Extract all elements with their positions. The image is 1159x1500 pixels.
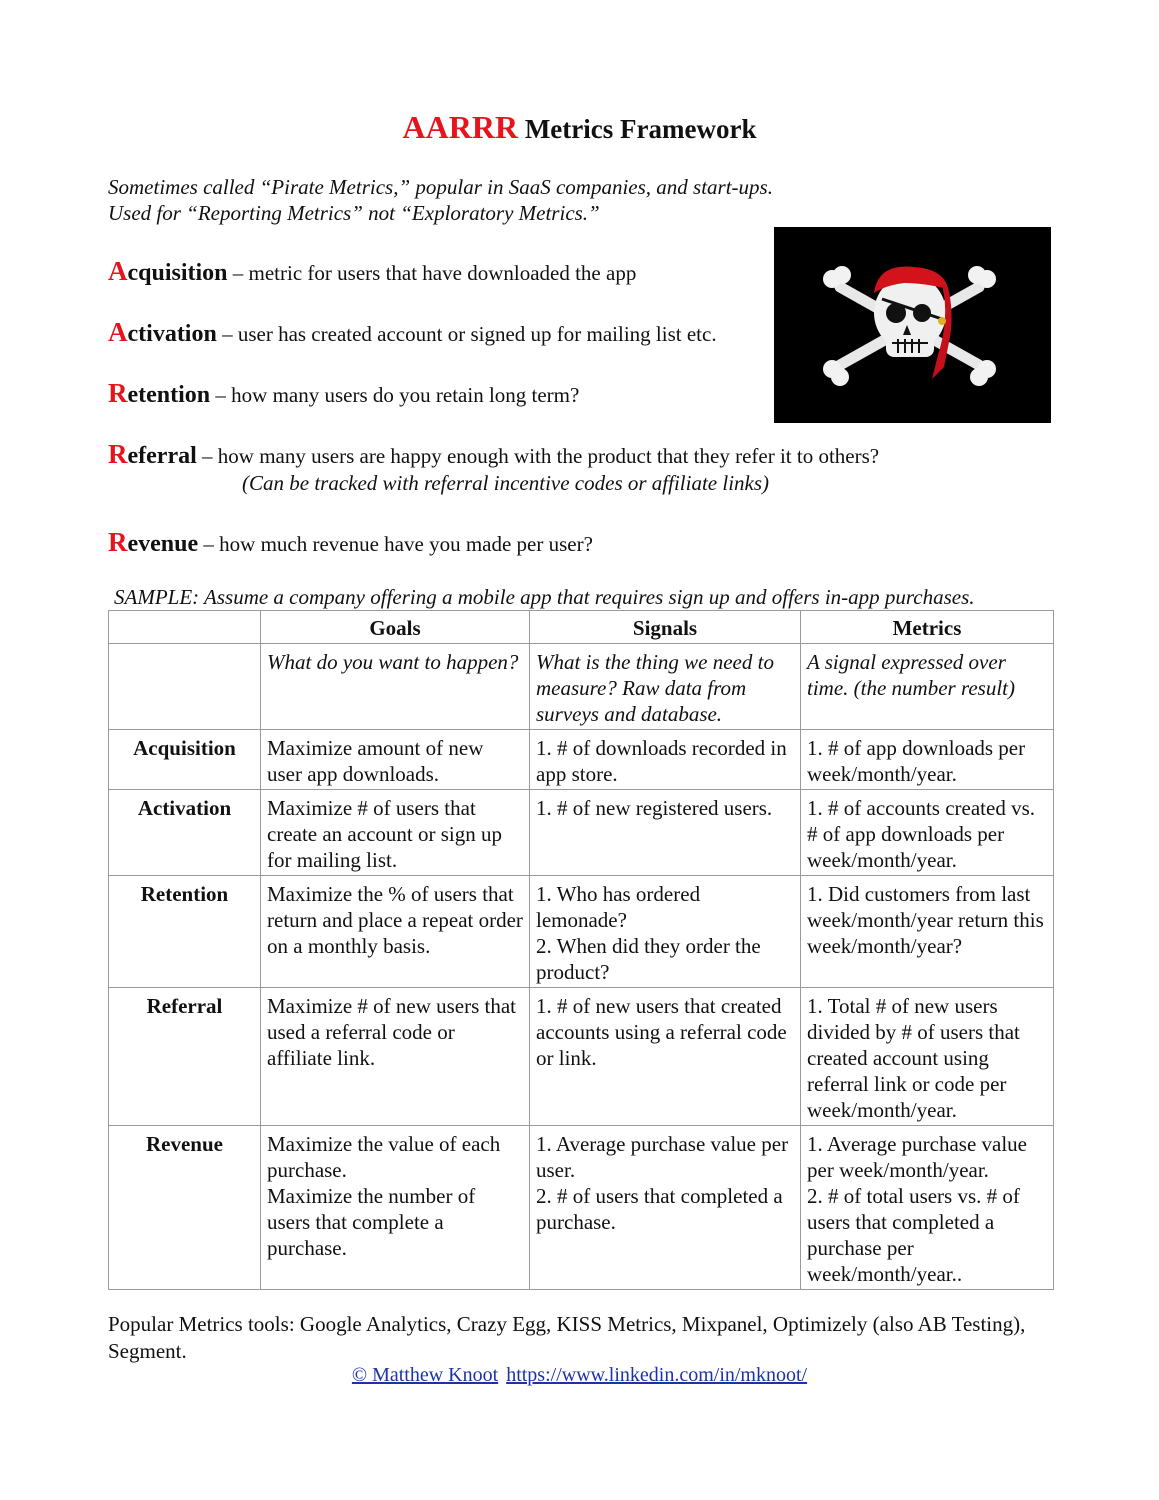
signals-cell [530,730,801,790]
term-retention [108,378,579,409]
goals-cell [261,730,530,790]
referral-note: (Can be tracked with referral incentive codes or affiliate links) [242,471,770,495]
goals-cell [261,1126,530,1290]
term-initial: A [108,317,128,347]
term-initial: R [108,439,128,469]
metrics-cell [801,988,1054,1126]
table-row [109,1126,1054,1290]
cell-line: 1. # of accounts created vs. # of app downloads per week/month/year. [807,796,1035,872]
signals-cell [530,988,801,1126]
subheader-signals: What is the thing we need to measure? Raw data from surveys and database. [530,644,801,730]
credit-line [0,1364,1159,1387]
cell-line: 1. # of downloads recorded in app store. [536,736,787,786]
table-header-row [109,611,1054,644]
cell-line: 2. # of users that completed a purchase. [536,1184,783,1234]
term-acquisition [108,256,636,287]
table-row [109,876,1054,988]
author-link[interactable]: © Matthew Knoot [351,1364,499,1386]
stage-label: Activation [109,790,261,876]
table-row [109,730,1054,790]
subheader-empty [109,644,261,730]
metrics-cell [801,790,1054,876]
linkedin-link[interactable]: https://www.linkedin.com/in/mknoot/ [506,1364,808,1386]
term-revenue [108,527,593,558]
cell-line: 2. # of total users vs. # of users that completed a purchase per week/month/year.. [807,1184,1020,1286]
cell-line: 1. Did customers from last week/month/year return this week/month/year? [807,882,1044,958]
cell-line: 2. When did they order the product? [536,934,761,984]
header-metrics: Metrics [801,611,1054,644]
table-subheader-row [109,644,1054,730]
cell-line: 1. # of app downloads per week/month/year. [807,736,1026,786]
term-desc: – how much revenue have you made per user? [198,532,593,556]
subheader-goals: What do you want to happen? [261,644,530,730]
table-row [109,790,1054,876]
goals-cell [261,876,530,988]
term-referral [108,439,879,470]
goals-cell [261,988,530,1126]
tools-footer: Popular Metrics tools: Google Analytics, Crazy Egg, KISS Metrics, Mixpanel, Optimizely (also AB Testing), Segment. [108,1312,1026,1363]
subheader-metrics: A signal expressed over time. (the number result) [801,644,1054,730]
term-initial: R [108,378,128,408]
term-name: ctivation [127,321,217,347]
cell-line: 1. # of new users that created accounts using a referral code or link. [536,994,787,1070]
term-name: cquisition [127,260,228,286]
term-name: eferral [127,443,197,469]
title-rest: Metrics Framework [524,114,757,144]
term-name: evenue [127,531,199,557]
sample-caption: SAMPLE: Assume a company offering a mobile app that requires sign up and offers in-app purchases. [114,585,975,609]
cell-line: Maximize the % of users that return and place a repeat order on a monthly basis. [267,882,523,958]
intro-line-1: Sometimes called “Pirate Metrics,” popular in SaaS companies, and start-ups. [108,175,773,199]
goals-cell [261,790,530,876]
metrics-cell [801,730,1054,790]
page-title [0,109,1159,146]
table-row [109,988,1054,1126]
signals-cell [530,790,801,876]
cell-line: Maximize amount of new user app downloads. [267,736,484,786]
term-activation [108,317,717,348]
signals-cell [530,1126,801,1290]
term-desc: – how many users do you retain long term? [210,383,580,407]
metrics-table [108,610,1054,1290]
term-desc: – metric for users that have downloaded the app [227,261,637,285]
cell-line: 1. Total # of new users divided by # of users that created account using referral link or code per week/month/year. [807,994,1020,1122]
term-initial: R [108,527,128,557]
term-name: etention [127,382,211,408]
term-desc: – how many users are happy enough with the product that they refer it to others? [196,444,880,468]
cell-line: 1. # of new registered users. [536,796,773,820]
intro-line-2: Used for “Reporting Metrics” not “Exploratory Metrics.” [108,201,600,225]
stage-label: Revenue [109,1126,261,1290]
signals-cell [530,876,801,988]
cell-line: Maximize the number of users that complete a purchase. [267,1184,476,1260]
term-desc: – user has created account or signed up for mailing list etc. [216,322,717,346]
cell-line: 1. Who has ordered lemonade? [536,882,701,932]
cell-line: 1. Average purchase value per week/month/year. [807,1132,1028,1182]
stage-label: Acquisition [109,730,261,790]
header-signals: Signals [530,611,801,644]
stage-label: Retention [109,876,261,988]
cell-line: Maximize # of new users that used a referral code or affiliate link. [267,994,517,1070]
metrics-cell [801,1126,1054,1290]
metrics-cell [801,876,1054,988]
cell-line: 1. Average purchase value per user. [536,1132,789,1182]
cell-line: Maximize # of users that create an account or sign up for mailing list. [267,796,502,872]
title-highlight: AARRR [402,109,519,145]
term-initial: A [108,256,128,286]
cell-line: Maximize the value of each purchase. [267,1132,501,1182]
jolly-roger-pirate-flag-icon [774,227,1051,423]
header-goals: Goals [261,611,530,644]
header-cell-empty [109,611,261,644]
stage-label: Referral [109,988,261,1126]
